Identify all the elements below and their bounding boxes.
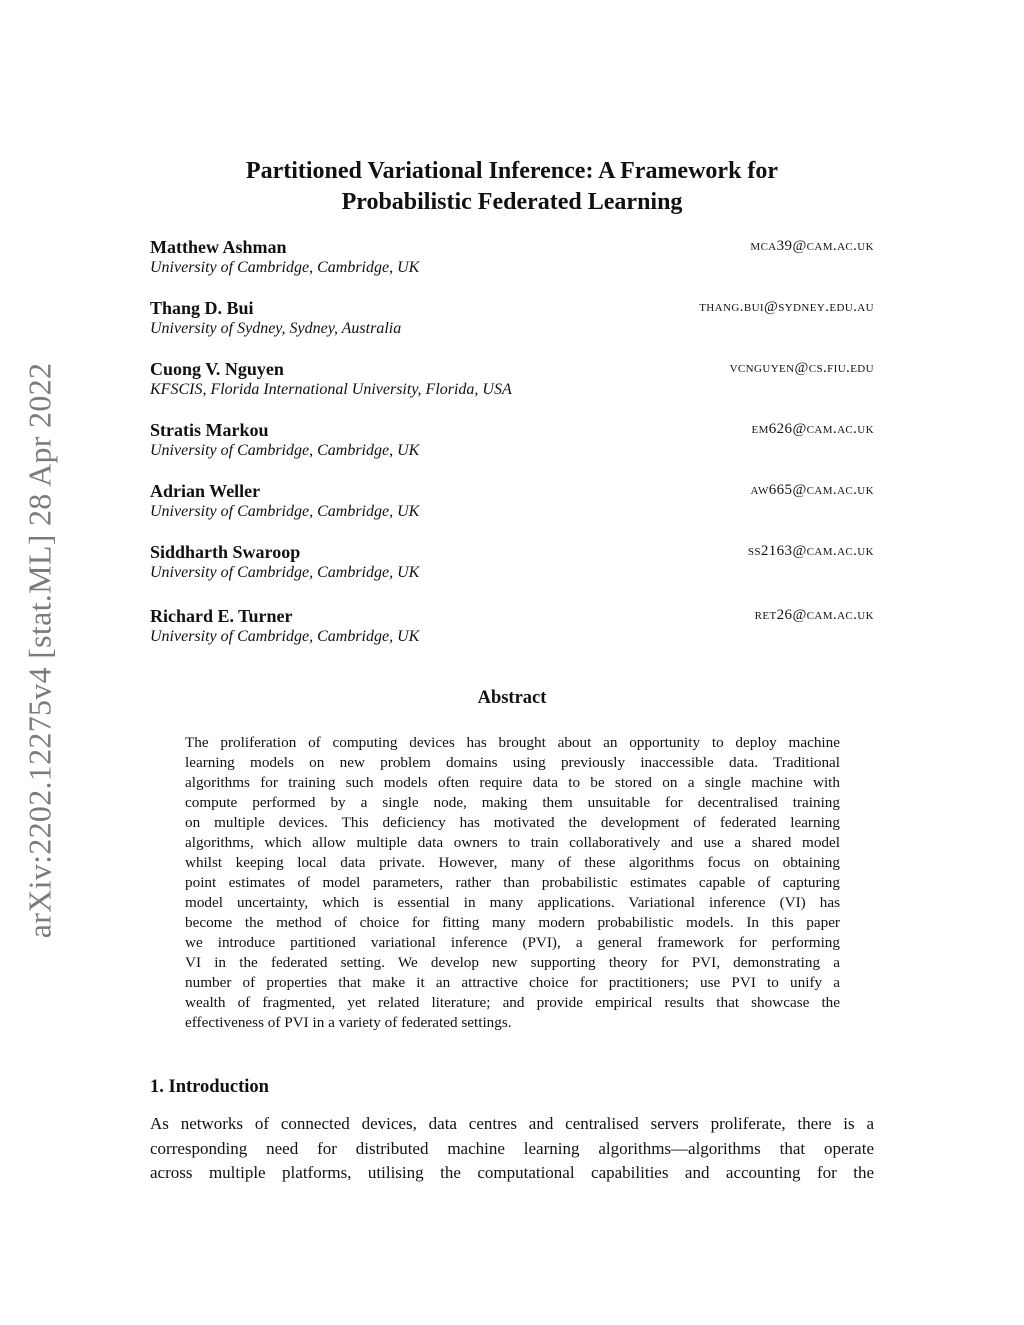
abstract-line: effectiveness of PVI in a variety of federated settings.	[185, 1014, 512, 1031]
abstract-heading: Abstract	[477, 688, 547, 708]
paper-title	[150, 156, 874, 218]
author-affiliation: University of Cambridge, Cambridge, UK	[150, 628, 420, 645]
introduction-body	[150, 1112, 874, 1186]
abstract-line: on multiple devices. This deficiency has motivated the development of federated learning	[185, 814, 840, 831]
author-block	[150, 606, 874, 648]
title-line: Partitioned Variational Inference: A Framework for	[245, 158, 779, 184]
abstract-line: algorithms, which allow multiple data owners to train collaboratively and use a shared model	[185, 834, 840, 851]
abstract-line: model uncertainty, which is essential in many applications. Variational inference (VI) has	[185, 894, 840, 911]
abstract-line: become the method of choice for fitting many modern probabilistic models. In this paper	[185, 914, 840, 931]
author-block	[150, 237, 874, 279]
author-block	[150, 359, 874, 401]
author-email[interactable]: ret26@cam.ac.uk	[754, 607, 874, 623]
author-email[interactable]: mca39@cam.ac.uk	[750, 238, 874, 254]
arxiv-stamp-text: arXiv:2202.12275v4 [stat.ML] 28 Apr 2022	[21, 362, 58, 938]
author-affiliation: University of Cambridge, Cambridge, UK	[150, 564, 420, 581]
intro-line: As networks of connected devices, data centres and centralised servers proliferate, there is a	[150, 1114, 874, 1133]
abstract-line: wealth of fragmented, yet related literature; and provide empirical results that showcase the	[185, 994, 840, 1011]
author-name: Richard E. Turner	[150, 606, 293, 626]
author-email[interactable]: em626@cam.ac.uk	[751, 421, 874, 437]
section-heading-introduction: 1. Introduction	[150, 1077, 269, 1097]
author-affiliation: University of Cambridge, Cambridge, UK	[150, 259, 420, 276]
abstract-line: learning models on new problem domains using previously inaccessible data. Traditional	[185, 754, 840, 771]
abstract-line: VI in the federated setting. We develop new supporting theory for PVI, demonstrating a	[185, 954, 840, 971]
author-block	[150, 420, 874, 462]
title-line: Probabilistic Federated Learning	[341, 189, 683, 215]
author-block	[150, 542, 874, 584]
intro-line: corresponding need for distributed machine learning algorithms—algorithms that operate	[150, 1138, 874, 1158]
author-name: Matthew Ashman	[150, 237, 287, 257]
author-name: Thang D. Bui	[150, 298, 254, 318]
intro-line: across multiple platforms, utilising the computational capabilities and accounting for the	[150, 1163, 874, 1182]
abstract-body	[185, 733, 840, 1033]
abstract-line: number of properties that make it an attractive choice for practitioners; use PVI to unify a	[185, 974, 840, 991]
author-name: Cuong V. Nguyen	[150, 359, 284, 379]
author-name: Adrian Weller	[150, 481, 261, 501]
author-name: Stratis Markou	[150, 420, 269, 440]
author-block	[150, 298, 874, 340]
author-block	[150, 481, 874, 523]
arxiv-stamp	[18, 345, 62, 955]
abstract-line: point estimates of model parameters, rather than probabilistic estimates capable of capturing	[185, 874, 840, 891]
abstract-line: The proliferation of computing devices has brought about an opportunity to deploy machine	[185, 734, 840, 751]
author-email[interactable]: thang.bui@sydney.edu.au	[699, 299, 874, 315]
author-name: Siddharth Swaroop	[150, 542, 301, 562]
abstract-line: we introduce partitioned variational inference (PVI), a general framework for performing	[185, 934, 840, 951]
abstract-line: compute performed by a single node, making them unsuitable for decentralised training	[185, 794, 840, 811]
abstract-line: whilst keeping local data private. However, many of these algorithms focus on obtaining	[185, 854, 840, 871]
author-affiliation: University of Sydney, Sydney, Australia	[150, 320, 402, 337]
author-affiliation: University of Cambridge, Cambridge, UK	[150, 503, 420, 520]
author-affiliation: KFSCIS, Florida International University, Florida, USA	[150, 381, 512, 398]
author-email[interactable]: aw665@cam.ac.uk	[750, 482, 874, 498]
author-email[interactable]: vcnguyen@cs.fiu.edu	[729, 360, 874, 376]
author-email[interactable]: ss2163@cam.ac.uk	[747, 543, 874, 559]
author-affiliation: University of Cambridge, Cambridge, UK	[150, 442, 420, 459]
abstract-line: algorithms for training such models often require data to be stored on a single machine with	[185, 774, 840, 791]
